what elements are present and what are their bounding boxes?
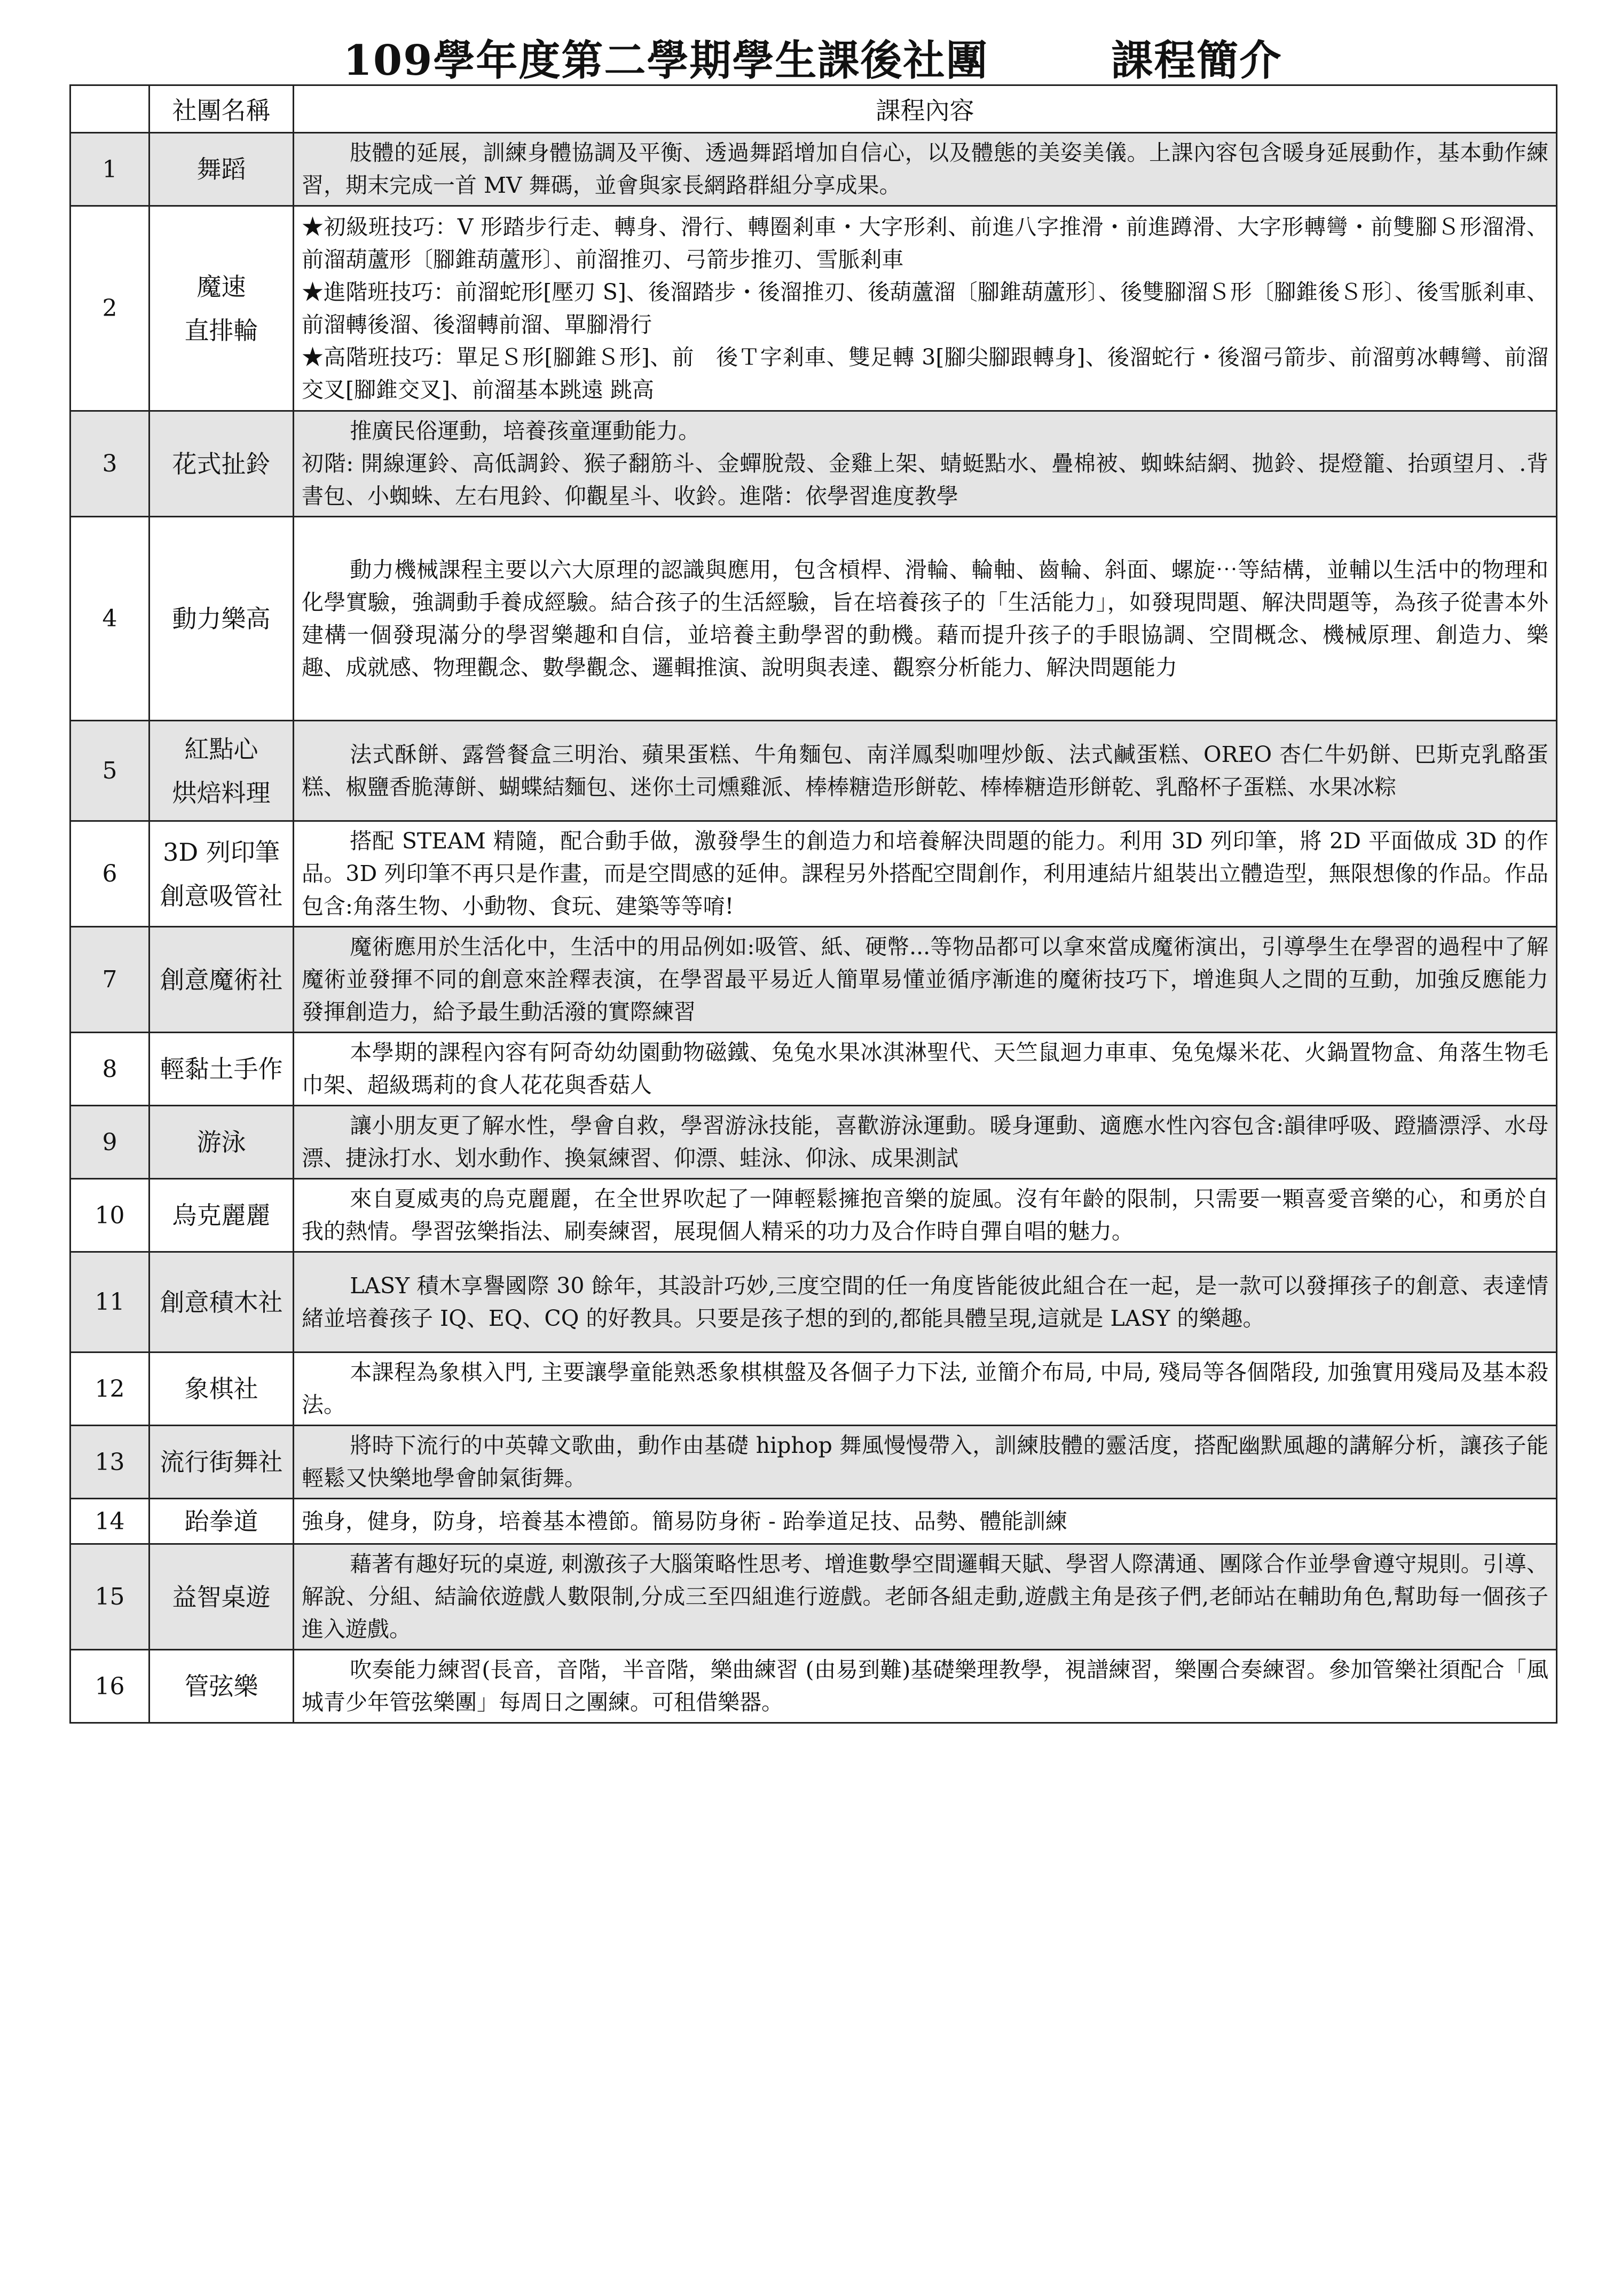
club-name-line: 烘焙料理: [172, 778, 271, 807]
club-name: [149, 821, 294, 927]
club-name-line: 烏克麗麗: [172, 1201, 271, 1230]
title-sub: 課程簡介: [1111, 36, 1282, 85]
row-number: 8: [70, 1033, 149, 1106]
club-name-line: 管弦樂: [184, 1672, 258, 1701]
row-number: 4: [70, 517, 149, 721]
club-name-line: 跆拳道: [184, 1507, 258, 1536]
club-name: [149, 1426, 294, 1499]
content-paragraph: 魔術應用於生活化中，生活中的用品例如:吸管、紙、硬幣...等物品都可以拿來當成魔術演出，引導學生在學習的過程中了解魔術並發揮不同的創意來詮釋表演，在學習最平易近人簡單易懂並循序漸進的魔術技巧下，增進與人之間的互動，加強反應能力發揮創造力，給予最生動活潑的實際練習: [302, 934, 1548, 1025]
club-name: [149, 1252, 294, 1353]
club-name: [149, 411, 294, 517]
content-paragraph: ★初級班技巧：V 形踏步行走、轉身、滑行、轉圈剎車・大字形剎、前進八字推滑・前進蹲滑、大字形轉彎・前雙腳Ｓ形溜滑、前溜葫蘆形〔腳錐葫蘆形〕、前溜推刃、弓箭步推刃、雪脈剎車: [302, 214, 1548, 272]
club-content: [294, 1179, 1557, 1252]
table-row: [70, 1650, 1557, 1723]
row-number: 16: [70, 1650, 149, 1723]
table-row: [70, 1353, 1557, 1426]
club-content: [294, 517, 1557, 721]
club-content: [294, 1252, 1557, 1353]
club-name-line: 游泳: [196, 1128, 246, 1157]
row-number: 3: [70, 411, 149, 517]
row-number: 7: [70, 927, 149, 1033]
club-name-line: 創意積木社: [160, 1287, 283, 1317]
page-title: [69, 28, 1556, 87]
table-row: [70, 1106, 1557, 1179]
content-paragraph: LASY 積木享譽國際 30 餘年，其設計巧妙,三度空間的任一角度皆能彼此組合在一起，是一款可以發揮孩子的創意、表達情緒並培養孩子 IQ、EQ、CQ 的好教具。只要是孩子想的到的,都能具體呈現,這就是 LASY 的樂趣。: [302, 1272, 1548, 1331]
club-name-line: 創意吸管社: [160, 881, 283, 910]
row-number: 9: [70, 1106, 149, 1179]
content-paragraph: 讓小朋友更了解水性，學會自救，學習游泳技能，喜歡游泳運動。暖身運動、適應水性內容包含:韻律呼吸、蹬牆漂浮、水母漂、捷泳打水、划水動作、換氣練習、仰漂、蛙泳、仰泳、成果測試: [302, 1113, 1548, 1171]
content-paragraph: ★進階班技巧：前溜蛇形[壓刃 S]、後溜踏步・後溜推刃、後葫蘆溜〔腳錐葫蘆形〕、後雙腳溜Ｓ形〔腳錐後Ｓ形〕、後雪脈剎車、前溜轉後溜、後溜轉前溜、單腳滑行: [302, 279, 1548, 337]
table-row: [70, 133, 1557, 206]
table-row: [70, 206, 1557, 411]
club-content: [294, 821, 1557, 927]
content-paragraph: 本課程為象棋入門, 主要讓學童能熟悉象棋棋盤及各個子力下法, 並簡介布局, 中局, 殘局等各個階段, 加強實用殘局及基本殺法。: [302, 1359, 1548, 1418]
club-content: [294, 1426, 1557, 1499]
club-name-line: 輕黏土手作: [160, 1055, 283, 1083]
club-name-line: 魔速: [196, 272, 246, 301]
row-number: 11: [70, 1252, 149, 1353]
content-paragraph: 推廣民俗運動，培養孩童運動能力。: [350, 418, 701, 444]
header-name: 社團名稱: [149, 85, 294, 133]
table-row: [70, 1033, 1557, 1106]
row-number: 10: [70, 1179, 149, 1252]
club-name: [149, 721, 294, 821]
club-content: [294, 1106, 1557, 1179]
content-paragraph: 將時下流行的中英韓文歌曲，動作由基礎 hiphop 舞風慢慢帶入，訓練肢體的靈活度，搭配幽默風趣的講解分析，讓孩子能輕鬆又快樂地學會帥氣街舞。: [302, 1433, 1548, 1491]
club-content: [294, 721, 1557, 821]
club-content: [294, 927, 1557, 1033]
club-name: [149, 517, 294, 721]
table-header-row: [70, 85, 1557, 133]
club-name: [149, 133, 294, 206]
content-paragraph: 肢體的延展，訓練身體協調及平衡、透過舞蹈增加自信心，以及體態的美姿美儀。上課內容包含暖身延展動作，基本動作練習，期末完成一首 MV 舞碼，並會與家長網路群組分享成果。: [302, 140, 1548, 198]
content-paragraph: 來自夏威夷的烏克麗麗，在全世界吹起了一陣輕鬆擁抱音樂的旋風。沒有年齡的限制，只需要一顆喜愛音樂的心，和勇於自我的熱情。學習弦樂指法、刷奏練習，展現個人精采的功力及合作時自彈自唱的魅力。: [302, 1186, 1548, 1244]
row-number: 5: [70, 721, 149, 821]
table-row: [70, 927, 1557, 1033]
title-main: 109學年度第二學期學生課後社團: [343, 36, 989, 85]
club-name-line: 花式扯鈴: [172, 449, 271, 478]
club-name: [149, 1106, 294, 1179]
row-number: 2: [70, 206, 149, 411]
table-row: [70, 411, 1557, 517]
table-row: [70, 1179, 1557, 1252]
club-table: [69, 84, 1557, 1724]
club-name-line: 3D 列印筆: [163, 837, 280, 867]
club-name: [149, 1033, 294, 1106]
club-name: [149, 1544, 294, 1650]
table-body: [70, 133, 1557, 1723]
header-num: [70, 85, 149, 133]
table-row: [70, 1426, 1557, 1499]
content-paragraph: 藉著有趣好玩的桌遊, 刺激孩子大腦策略性思考、增進數學空間邏輯天賦、學習人際溝通、團隊合作並學會遵守規則。引導、 解說、分組、結論依遊戲人數限制,分成三至四組進行遊戲。老師各組走動,遊戲主角是孩子們,老師站在輔助角色,幫助每一個孩子進入遊戲。: [302, 1551, 1548, 1642]
club-name-line: 象棋社: [184, 1374, 258, 1403]
content-paragraph: 強身，健身，防身，培養基本禮節。簡易防身術 - 跆拳道足技、品勢、體能訓練: [302, 1508, 1067, 1534]
club-content: [294, 1033, 1557, 1106]
content-paragraph: 初階: 開線運鈴、高低調鈴、猴子翻筋斗、金蟬脫殼、金雞上架、蜻蜓點水、疊棉被、蜘蛛結網、拋鈴、提燈籠、抬頭望月、.背書包、小蜘蛛、左右甩鈴、仰觀星斗、收鈴。進階：依學習進度教學: [302, 451, 1548, 509]
club-name-line: 益智桌遊: [172, 1582, 271, 1611]
club-name: [149, 1650, 294, 1723]
content-paragraph: ★高階班技巧：單足Ｓ形[腳錐Ｓ形]、前 後Ｔ字剎車、雙足轉 3[腳尖腳跟轉身]、後溜蛇行・後溜弓箭步、前溜剪冰轉彎、前溜交叉[腳錐交叉]、前溜基本跳遠 跳高: [302, 344, 1548, 403]
club-content: [294, 1544, 1557, 1650]
club-content: [294, 1499, 1557, 1544]
table-row: [70, 1544, 1557, 1650]
content-paragraph: 搭配 STEAM 精隨，配合動手做，激發學生的創造力和培養解決問題的能力。利用 3D 列印筆，將 2D 平面做成 3D 的作品。3D 列印筆不再只是作畫，而是空間感的延伸。課程另外搭配空間創作，利用連結片組裝出立體造型，無限想像的作品。作品包含:角落生物、小動物、食玩、建築等等唷!: [302, 828, 1548, 919]
club-content: [294, 1353, 1557, 1426]
club-name: [149, 1353, 294, 1426]
club-content: [294, 133, 1557, 206]
club-content: [294, 1650, 1557, 1723]
row-number: 14: [70, 1499, 149, 1544]
club-name-line: 直排輪: [184, 316, 258, 345]
row-number: 15: [70, 1544, 149, 1650]
row-number: 1: [70, 133, 149, 206]
club-name: [149, 927, 294, 1033]
club-name: [149, 1499, 294, 1544]
table-row: [70, 1252, 1557, 1353]
table-row: [70, 517, 1557, 721]
club-name-line: 舞蹈: [196, 155, 246, 184]
club-content: [294, 206, 1557, 411]
content-paragraph: 法式酥餅、露營餐盒三明治、蘋果蛋糕、牛角麵包、南洋鳳梨咖哩炒飯、法式鹹蛋糕、OREO 杏仁牛奶餅、巴斯克乳酪蛋糕、椒鹽香脆薄餅、蝴蝶結麵包、迷你土司燻雞派、棒棒糖造形餅乾、棒棒糖造形餅乾、乳酪杯子蛋糕、水果冰粽: [302, 741, 1548, 800]
club-content: [294, 411, 1557, 517]
table-row: [70, 721, 1557, 821]
content-paragraph: 吹奏能力練習(長音，音階，半音階，樂曲練習 (由易到難)基礎樂理教學，視譜練習，樂團合奏練習。參加管樂社須配合「風城青少年管弦樂團」每周日之團練。可租借樂器。: [302, 1657, 1548, 1715]
club-name: [149, 1179, 294, 1252]
header-content: 課程內容: [294, 85, 1557, 133]
row-number: 12: [70, 1353, 149, 1426]
club-name-line: 創意魔術社: [160, 965, 283, 994]
table-row: [70, 821, 1557, 927]
content-paragraph: 本學期的課程內容有阿奇幼幼園動物磁鐵、兔兔水果冰淇淋聖代、天竺鼠迴力車車、兔兔爆米花、火鍋置物盒、角落生物毛巾架、超級瑪莉的食人花花與香菇人: [302, 1040, 1548, 1098]
club-name: [149, 206, 294, 411]
club-name-line: 流行街舞社: [160, 1448, 283, 1476]
club-name-line: 紅點心: [184, 734, 258, 764]
club-name-line: 動力樂高: [172, 604, 271, 633]
content-paragraph: 動力機械課程主要以六大原理的認識與應用，包含槓桿、滑輪、輪軸、齒輪、斜面、螺旋⋯等結構，並輔以生活中的物理和化學實驗，強調動手養成經驗。結合孩子的生活經驗，旨在培養孩子的「生活能力」，如發現問題、解決問題等，為孩子從書本外建構一個發現滿分的學習樂趣和自信，並培養主動學習的動機。藉而提升孩子的手眼協調、空間概念、機械原理、創造力、樂趣、成就感、物理觀念、數學觀念、邏輯推演、說明與表達、觀察分析能力、解決問題能力: [302, 556, 1548, 680]
row-number: 6: [70, 821, 149, 927]
table-row: [70, 1499, 1557, 1544]
row-number: 13: [70, 1426, 149, 1499]
